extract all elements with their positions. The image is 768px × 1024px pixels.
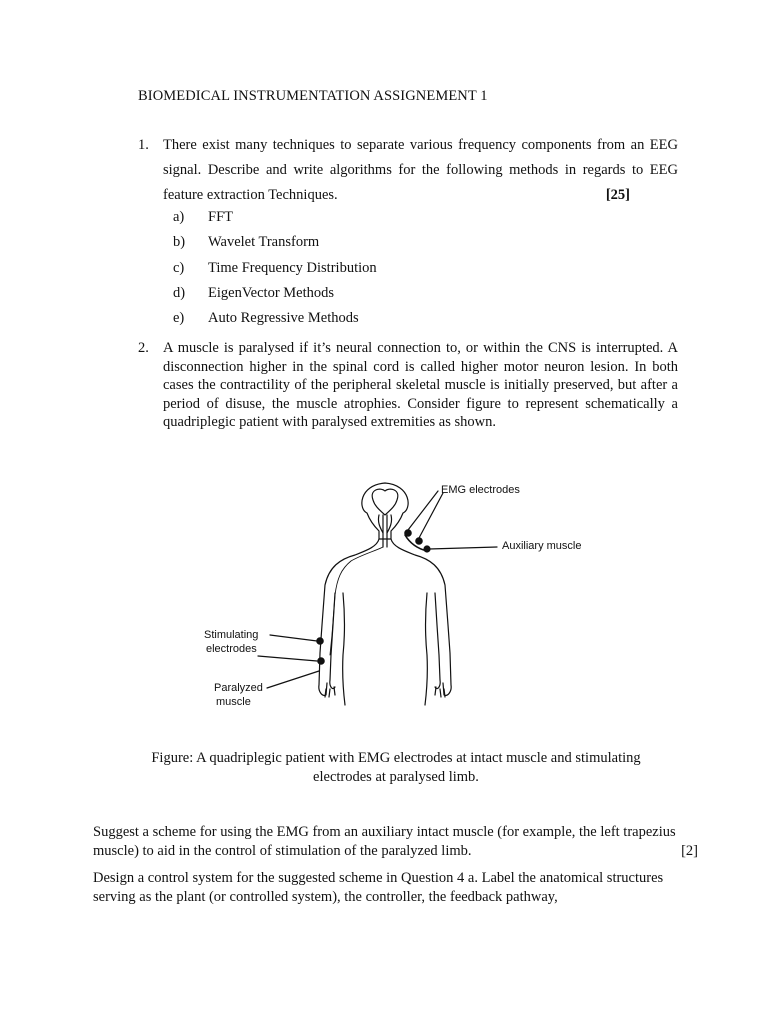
list-item-letter: e) bbox=[173, 310, 185, 327]
list-item bbox=[173, 310, 377, 335]
stimulating-leader-2 bbox=[258, 656, 317, 661]
stimulating-leader-1 bbox=[270, 635, 317, 641]
question-1-method-list bbox=[173, 209, 377, 335]
spinal-cord bbox=[383, 515, 387, 547]
figure-caption bbox=[110, 749, 682, 787]
question-part-a-marks: [2] bbox=[681, 843, 698, 859]
question-2-text: A muscle is paralysed if it’s neural connection to, or within the CNS is interrupted. A disconnection higher in the spinal cord is called higher motor neuron lesion. In both cases the contractility of the peripheral skeletal muscle is initially preserved, but after a period of disuse, the muscle atrophies. Consider figure to represent schematically a quadriplegic patient with paralysed extremities as shown. bbox=[163, 340, 678, 430]
paralyzed-label-line2: muscle bbox=[216, 696, 251, 708]
emg-electrodes-label: EMG electrodes bbox=[441, 484, 520, 496]
patient-diagram bbox=[195, 475, 605, 715]
auxiliary-muscle-label: Auxiliary muscle bbox=[502, 540, 582, 552]
brain-outline bbox=[372, 489, 398, 515]
question-part-b-text: Design a control system for the suggested scheme in Question 4 a. Label the anatomical structures serving as the plant (or controlled system), the controller, the feedback pathway, bbox=[93, 870, 664, 905]
list-item-letter: a) bbox=[173, 209, 185, 225]
question-part-b bbox=[93, 869, 698, 907]
question-1-number: 1. bbox=[138, 137, 149, 153]
question-part-a-text: Suggest a scheme for using the EMG from an auxiliary intact muscle (for example, the left trapezius muscle) to aid in the control of stimulation of the paralyzed limb. bbox=[93, 824, 676, 859]
question-part-a bbox=[93, 823, 698, 861]
list-item bbox=[173, 234, 377, 259]
list-item bbox=[173, 260, 377, 285]
stimulating-electrode-2 bbox=[318, 658, 324, 664]
list-item-text: FFT bbox=[208, 209, 233, 225]
stimulating-electrode-1 bbox=[317, 638, 323, 644]
list-item-text: EigenVector Methods bbox=[208, 284, 335, 301]
stimulating-label-line1: Stimulating bbox=[204, 629, 259, 641]
question-1 bbox=[138, 133, 678, 208]
emg-electrode-2 bbox=[416, 538, 422, 544]
list-item-letter: b) bbox=[173, 234, 186, 251]
assignment-title: BIOMEDICAL INSTRUMENTATION ASSIGNEMENT 1 bbox=[138, 88, 488, 104]
list-item-letter: d) bbox=[173, 284, 186, 301]
paralyzed-label-line1: Paralyzed bbox=[214, 682, 263, 694]
list-item-text: Time Frequency Distribution bbox=[208, 259, 377, 276]
question-1-marks: [25] bbox=[605, 187, 630, 203]
paralyzed-leader bbox=[267, 671, 319, 688]
question-2-number: 2. bbox=[138, 340, 149, 356]
list-item-text: Auto Regressive Methods bbox=[208, 310, 359, 327]
figure-caption-line2: electrodes at paralysed limb. bbox=[313, 769, 479, 785]
list-item bbox=[173, 209, 377, 234]
list-item-letter: c) bbox=[173, 259, 185, 276]
stimulating-label-line2: electrodes bbox=[206, 643, 257, 655]
auxiliary-leader bbox=[429, 547, 497, 549]
list-item-text: Wavelet Transform bbox=[208, 234, 320, 251]
question-2 bbox=[138, 339, 678, 432]
list-item bbox=[173, 285, 377, 310]
patient-figure bbox=[195, 475, 605, 715]
figure-caption-line1: Figure: A quadriplegic patient with EMG electrodes at intact muscle and stimulating bbox=[151, 750, 641, 766]
question-1-text: There exist many techniques to separate various frequency components from an EEG signal. Describe and write algorithms for the following methods in regards to EEG feature extraction Techniques. bbox=[163, 137, 678, 203]
